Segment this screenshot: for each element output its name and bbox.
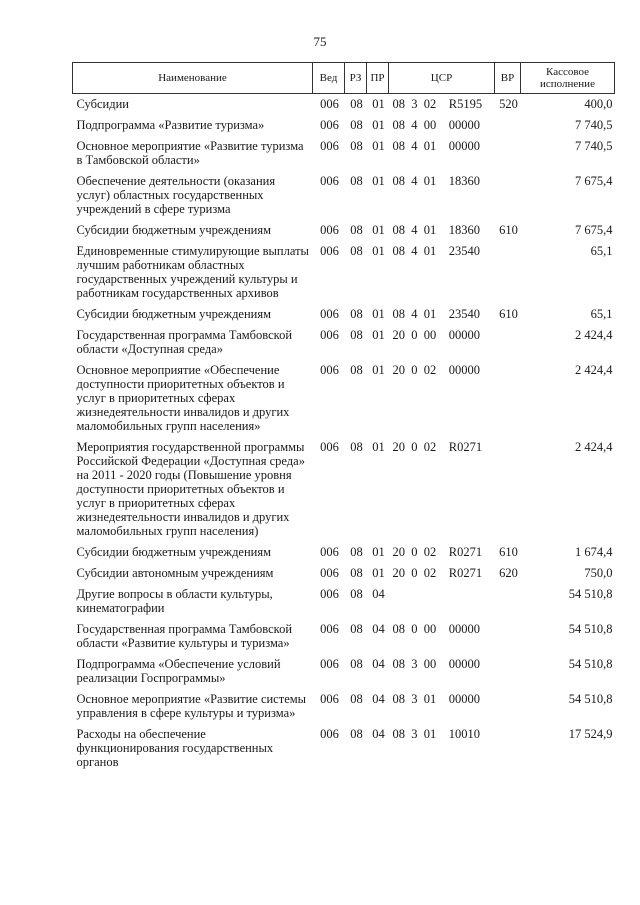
page-number: 75 [313,34,327,49]
header-vr: ВР [495,63,521,94]
row-csr: 20 0 02 00000 [392,363,480,377]
row-pr: 01 [372,118,385,132]
row-name: Основное мероприятие «Развитие туризма в Тамбовской области» [76,139,304,167]
row-rz: 08 [350,440,363,454]
row-rz: 08 [350,727,363,741]
row-name: Субсидии [76,97,129,111]
row-rz: 08 [350,545,363,559]
table-row [73,563,615,584]
header-cash: Кассовое исполнение [521,63,615,94]
row-pr: 01 [372,97,385,111]
table-body [73,94,615,774]
row-rz: 08 [350,223,363,237]
table-row [73,115,615,136]
row-rz: 08 [350,307,363,321]
row-vr [495,136,521,171]
table-row [73,171,615,220]
row-pr: 01 [372,174,385,188]
row-pr: 04 [372,657,385,671]
row-name: Субсидии автономным учреждениям [76,566,274,580]
row-csr: 08 0 00 00000 [392,622,480,636]
table-row [73,136,615,171]
row-name: Единовременные стимулирующие выплаты лучшим работникам областных государственных учреждений культуры и работникам государственных архивов [76,244,309,300]
row-vr [495,325,521,360]
row-cash-amount: 7 675,4 [575,223,613,237]
row-csr: 20 0 02 R0271 [392,566,483,580]
row-rz: 08 [350,657,363,671]
table-row [73,360,615,437]
row-pr: 01 [372,328,385,342]
header-rz: РЗ [345,63,367,94]
row-ved: 006 [320,622,339,636]
row-pr: 04 [372,692,385,706]
row-vr [495,724,521,773]
row-ved: 006 [320,566,339,580]
row-ved: 006 [320,657,339,671]
row-pr: 01 [372,244,385,258]
row-rz: 08 [350,587,363,601]
header-pr: ПР [367,63,389,94]
row-csr: 08 4 01 23540 [392,307,480,321]
table-row [73,437,615,542]
row-csr: 08 3 02 R5195 [392,97,483,111]
row-csr: 08 4 00 00000 [392,118,480,132]
row-vr [495,437,521,542]
row-name: Обеспечение деятельности (оказания услуг) областных государственных учреждений в сфере туризма [76,174,276,216]
row-rz: 08 [350,328,363,342]
row-vr [495,654,521,689]
row-cash-amount: 2 424,4 [575,440,613,454]
row-rz: 08 [350,118,363,132]
row-ved: 006 [320,692,339,706]
row-cash-amount: 54 510,8 [568,622,613,636]
row-name: Подпрограмма «Обеспечение условий реализации Госпрограммы» [76,657,281,685]
row-csr: 20 0 02 R0271 [392,545,483,559]
table-row [73,325,615,360]
row-pr: 01 [372,566,385,580]
row-pr: 01 [372,139,385,153]
row-ved: 006 [320,363,339,377]
row-cash-amount: 2 424,4 [575,363,613,377]
row-pr: 01 [372,440,385,454]
row-name: Субсидии бюджетным учреждениям [76,307,272,321]
row-pr: 01 [372,363,385,377]
row-rz: 08 [350,244,363,258]
table-row [73,619,615,654]
header-name: Наименование [73,63,313,94]
row-ved: 006 [320,97,339,111]
row-name: Подпрограмма «Развитие туризма» [76,118,265,132]
row-cash-amount: 17 524,9 [568,727,613,741]
row-cash-amount: 65,1 [590,307,613,321]
row-name: Основное мероприятие «Обеспечение доступности приоритетных объектов и услуг в приоритетных сферах жизнедеятельности инвалидов и других маломобильных групп населения» [76,363,290,433]
row-vr: 620 [499,566,518,580]
row-ved: 006 [320,328,339,342]
row-rz: 08 [350,97,363,111]
row-csr: 08 4 01 00000 [392,139,480,153]
row-ved: 006 [320,244,339,258]
row-cash-amount: 54 510,8 [568,587,613,601]
row-cash-amount: 750,0 [584,566,613,580]
row-ved: 006 [320,223,339,237]
row-vr: 610 [499,307,518,321]
row-ved: 006 [320,307,339,321]
row-ved: 006 [320,727,339,741]
row-csr: 08 4 01 23540 [392,244,480,258]
row-name: Другие вопросы в области культуры, кинематографии [76,587,273,615]
row-vr [495,689,521,724]
row-ved: 006 [320,174,339,188]
row-rz: 08 [350,692,363,706]
table-row [73,94,615,116]
budget-table [72,62,615,773]
row-cash-amount: 7 740,5 [575,118,613,132]
row-ved: 006 [320,587,339,601]
row-rz: 08 [350,566,363,580]
row-vr [495,241,521,304]
row-vr: 610 [499,545,518,559]
row-name: Мероприятия государственной программы Российской Федерации «Доступная среда» на 2011 - 2020 годы (Повышение уровня доступности приоритетных объектов и услуг в приоритетных сферах жизнедеятельности инвалидов и других маломобильных групп населения) [76,440,305,538]
row-pr: 04 [372,727,385,741]
row-csr: 08 3 00 00000 [392,657,480,671]
table-row [73,220,615,241]
row-name: Расходы на обеспечение функционирования государственных органов [76,727,274,769]
row-pr: 04 [372,622,385,636]
row-pr: 01 [372,545,385,559]
row-cash-amount: 2 424,4 [575,328,613,342]
row-cash-amount: 7 675,4 [575,174,613,188]
table-row [73,542,615,563]
row-cash-amount: 54 510,8 [568,692,613,706]
row-csr: 08 3 01 10010 [392,727,480,741]
table-row [73,241,615,304]
table-row [73,654,615,689]
row-vr [495,360,521,437]
row-cash-amount: 65,1 [590,244,613,258]
row-vr [495,584,521,619]
row-csr: 08 4 01 18360 [392,174,480,188]
row-csr: 08 3 01 00000 [392,692,480,706]
row-vr [495,619,521,654]
row-rz: 08 [350,174,363,188]
table-row [73,689,615,724]
row-pr: 01 [372,223,385,237]
row-name: Основное мероприятие «Развитие системы управления в сфере культуры и туризма» [76,692,307,720]
table-row [73,724,615,773]
row-rz: 08 [350,139,363,153]
row-csr [389,584,495,619]
row-name: Субсидии бюджетным учреждениям [76,545,272,559]
table-header-row [73,63,615,94]
row-name: Государственная программа Тамбовской области «Развитие культуры и туризма» [76,622,293,650]
row-ved: 006 [320,118,339,132]
row-vr: 610 [499,223,518,237]
row-pr: 01 [372,307,385,321]
row-ved: 006 [320,545,339,559]
row-csr: 20 0 00 00000 [392,328,480,342]
row-cash-amount: 7 740,5 [575,139,613,153]
row-ved: 006 [320,139,339,153]
row-cash-amount: 400,0 [584,97,613,111]
table-row [73,584,615,619]
row-name: Субсидии бюджетным учреждениям [76,223,272,237]
row-vr: 520 [499,97,518,111]
row-ved: 006 [320,440,339,454]
row-name: Государственная программа Тамбовской области «Доступная среда» [76,328,293,356]
table-row [73,304,615,325]
row-vr [495,171,521,220]
row-rz: 08 [350,622,363,636]
row-csr: 08 4 01 18360 [392,223,480,237]
header-ved: Вед [313,63,345,94]
row-csr: 20 0 02 R0271 [392,440,483,454]
row-cash-amount: 54 510,8 [568,657,613,671]
row-pr: 04 [372,587,385,601]
row-rz: 08 [350,363,363,377]
row-cash-amount: 1 674,4 [575,545,613,559]
row-vr [495,115,521,136]
header-csr: ЦСР [389,63,495,94]
